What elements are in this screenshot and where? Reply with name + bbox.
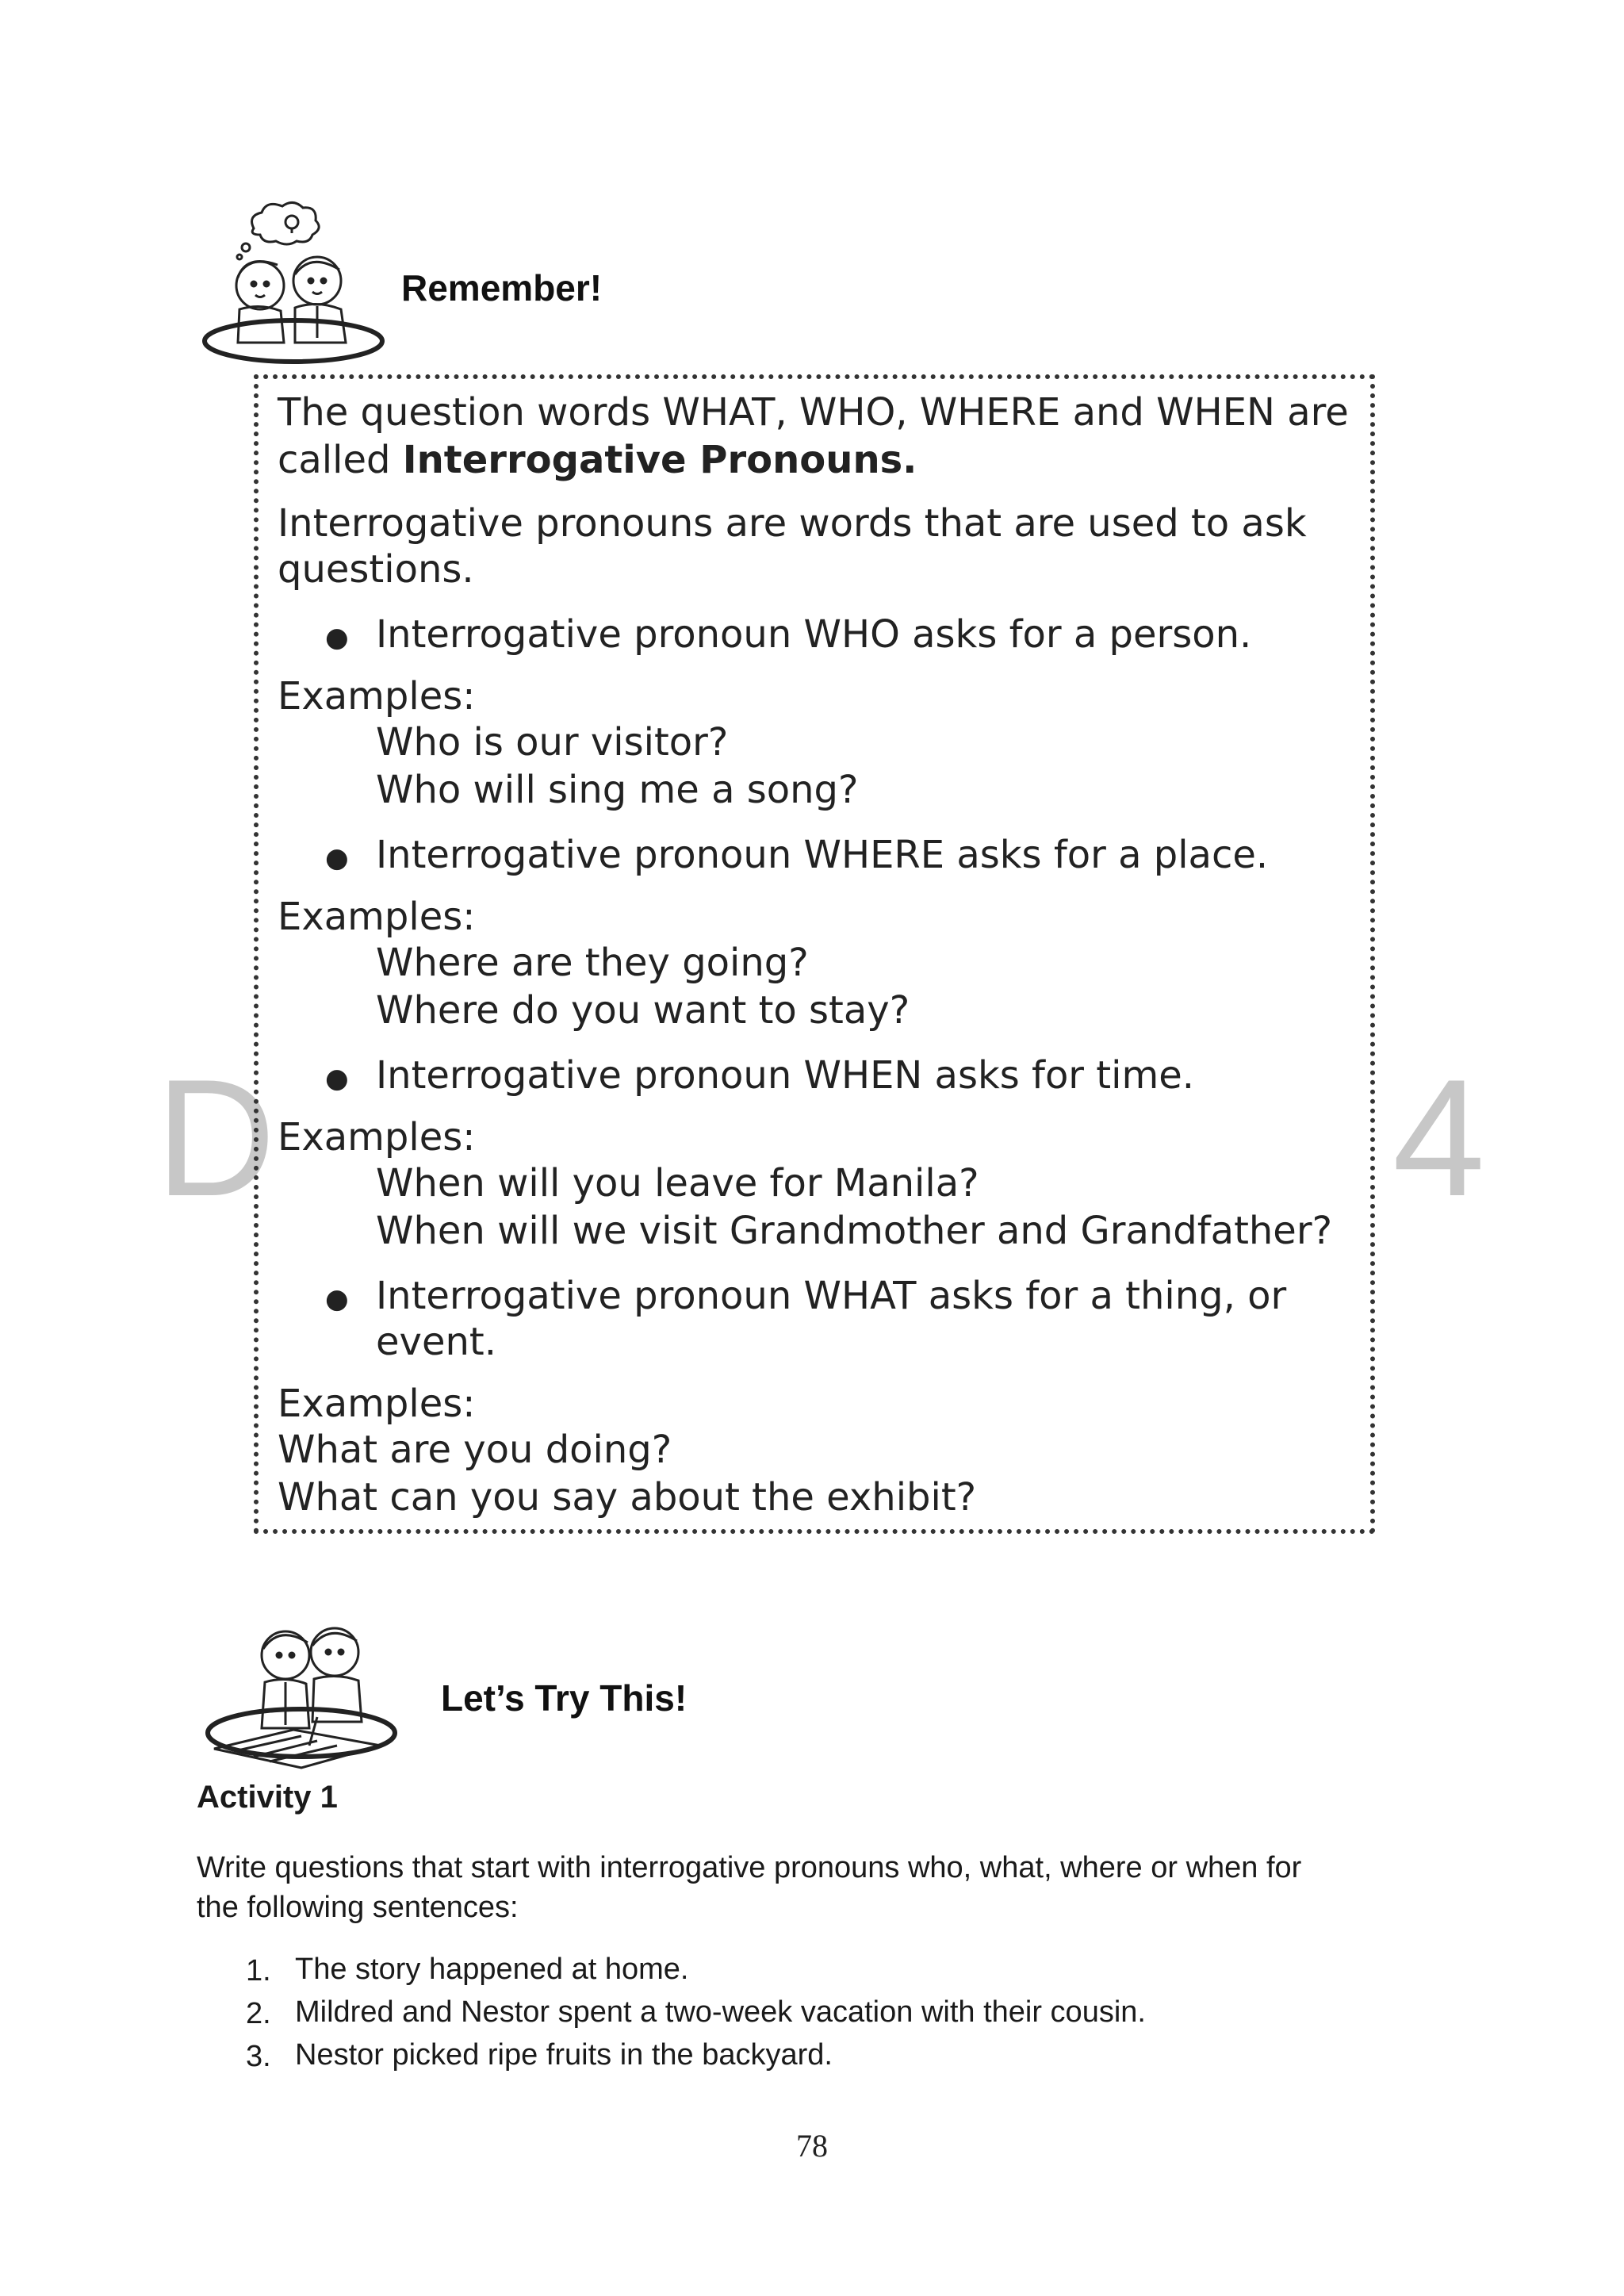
list-item: The story happened at home. (295, 1953, 689, 1986)
bullet-icon: ● (325, 1283, 349, 1315)
bullet-icon: ● (325, 1063, 349, 1094)
interrogative-pronouns-term: Interrogative Pronouns. (402, 438, 917, 482)
where-example-2: Where do you want to stay? (376, 988, 910, 1033)
bullet-icon: ● (325, 622, 349, 654)
bullet-icon: ● (325, 842, 349, 874)
what-example-1: What are you doing? (278, 1428, 672, 1472)
list-item: Mildred and Nestor spent a two-week vacation with their cousin. (295, 1995, 1146, 2029)
definition-line-1: Interrogative pronouns are words that are used to ask (278, 501, 1307, 546)
page-number: 78 (796, 2128, 828, 2164)
intro-plain-text: called (278, 438, 403, 482)
bullet-what-line-1: Interrogative pronoun WHAT asks for a thing, or (376, 1274, 1287, 1318)
what-example-2: What can you say about the exhibit? (278, 1475, 977, 1520)
bullet-when: Interrogative pronoun WHEN asks for time. (376, 1053, 1194, 1098)
watermark-letter-d: D (155, 1045, 276, 1231)
when-example-2: When will we visit Grandmother and Grandfather? (376, 1209, 1333, 1253)
children-thinking-illustration (198, 198, 389, 369)
list-item: Nestor picked ripe fruits in the backyard. (295, 2038, 833, 2072)
watermark-number-4: 4 (1392, 1045, 1485, 1231)
intro-line-2 (278, 436, 917, 484)
lets-try-this-heading: Let’s Try This! (441, 1677, 688, 1719)
intro-line-1: The question words WHAT, WHO, WHERE and WHEN are (278, 390, 1349, 435)
definition-line-2: questions. (278, 547, 474, 592)
children-writing-illustration (198, 1614, 412, 1773)
bullet-who: Interrogative pronoun WHO asks for a person. (376, 612, 1252, 657)
remember-heading: Remember! (401, 267, 603, 309)
who-example-2: Who will sing me a song? (376, 768, 859, 812)
item-number: 2. (246, 1997, 271, 2030)
activity-instructions-line-1: Write questions that start with interrogative pronouns who, what, where or when for (197, 1851, 1302, 1884)
examples-label-where: Examples: (278, 895, 476, 939)
who-example-1: Who is our visitor? (376, 720, 729, 765)
examples-label-what: Examples: (278, 1382, 476, 1426)
bullet-what-line-2: event. (376, 1320, 496, 1364)
item-number: 1. (246, 1954, 271, 1987)
examples-label-when: Examples: (278, 1115, 476, 1159)
where-example-1: Where are they going? (376, 941, 809, 985)
activity-instructions-line-2: the following sentences: (197, 1891, 519, 1924)
examples-label-who: Examples: (278, 674, 476, 719)
activity-title: Activity 1 (197, 1780, 338, 1815)
when-example-1: When will you leave for Manila? (376, 1161, 979, 1205)
item-number: 3. (246, 2040, 271, 2073)
bullet-where: Interrogative pronoun WHERE asks for a place. (376, 833, 1269, 877)
